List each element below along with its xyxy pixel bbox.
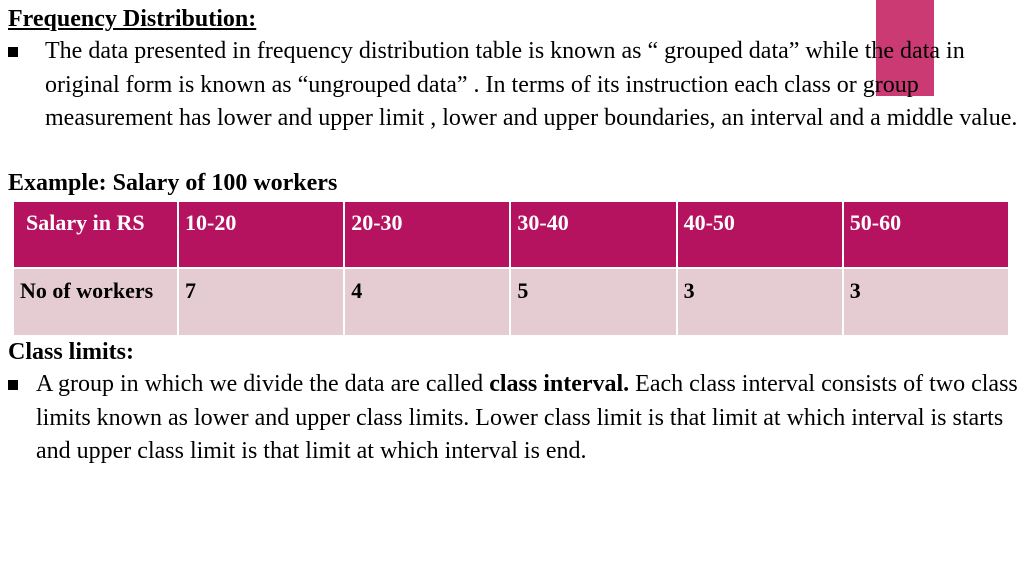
bold-term-class-interval: class interval.	[489, 371, 630, 397]
table-header-cell: 30-40	[510, 201, 676, 268]
table-header-cell: 40-50	[677, 201, 843, 268]
table-header-cell: 50-60	[843, 201, 1009, 268]
text-segment: Each class interval consists of two class limits known as lower and upper class limits. Lower class limit is that limit at which interval is starts and upper class limit is that limit at which interval is end.	[36, 371, 1018, 464]
table-cell: 4	[344, 268, 510, 336]
square-bullet-icon	[8, 47, 18, 57]
paragraph-text	[8, 368, 1018, 469]
bullet-paragraph-class-limits	[8, 368, 1018, 469]
example-title: Example: Salary of 100 workers	[8, 170, 338, 196]
section-heading-frequency-distribution: Frequency Distribution:	[8, 6, 257, 32]
table-cell: 7	[178, 268, 344, 336]
text-segment: A group in which we divide the data are called	[36, 371, 490, 397]
table-header-cell: 20-30	[344, 201, 510, 268]
bullet-paragraph-frequency-distribution	[8, 35, 1020, 136]
table-header-row	[13, 201, 1009, 268]
paragraph-text: The data presented in frequency distribution table is known as “ grouped data” while the data in original form is known as “ungrouped data” . In terms of its instruction each class or group measurement has lower and upper limit , lower and upper boundaries, an interval and a middle value.	[45, 38, 1018, 131]
table-cell: 3	[843, 268, 1009, 336]
section-heading-class-limits: Class limits:	[8, 339, 134, 365]
table-header-cell: Salary in RS	[13, 201, 178, 268]
frequency-table	[12, 200, 1010, 337]
table-header-cell: 10-20	[178, 201, 344, 268]
table-cell: 5	[510, 268, 676, 336]
table-row	[13, 268, 1009, 336]
table-cell: No of workers	[13, 268, 178, 336]
square-bullet-icon	[8, 380, 18, 390]
table-cell: 3	[677, 268, 843, 336]
